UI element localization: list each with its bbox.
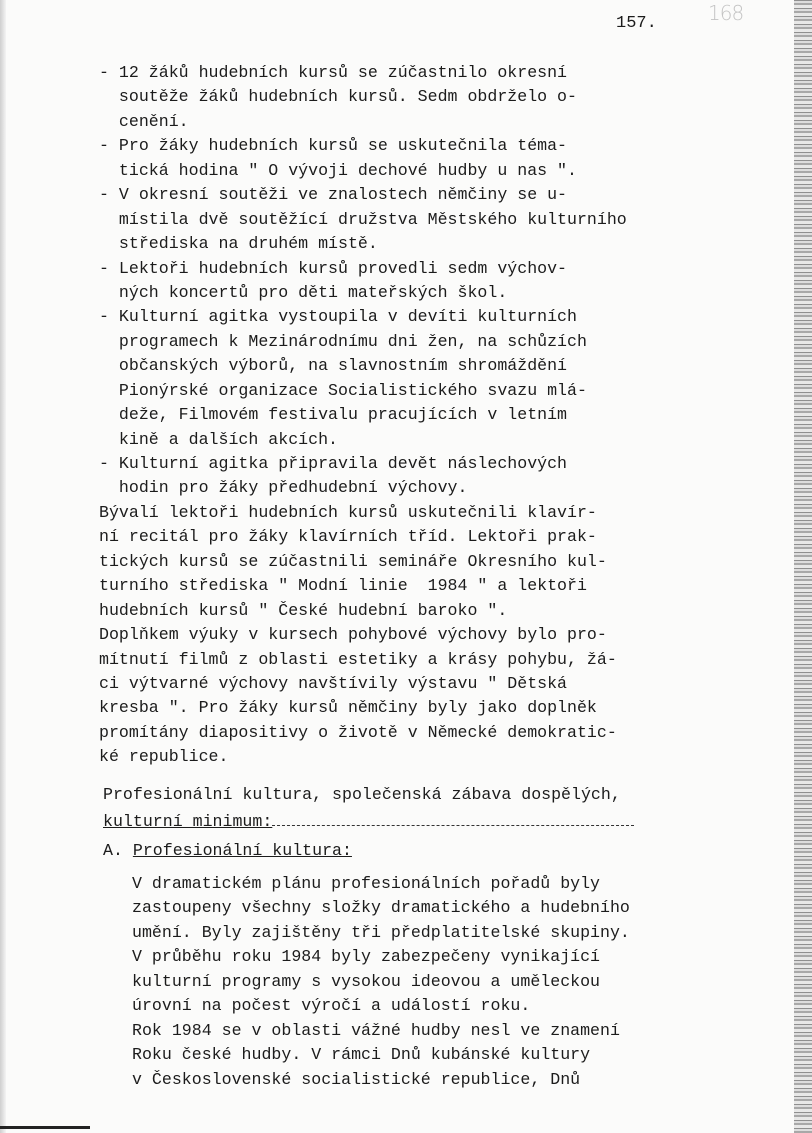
- text-line: - Lektoři hudebních kursů provedli sedm výchov-: [99, 258, 568, 278]
- text-line: - Kulturní agitka vystoupila v devíti kulturních: [99, 307, 577, 327]
- scan-edge-right: [794, 0, 812, 1133]
- text-line: v Československé socialistické republice, Dnů: [132, 1069, 581, 1089]
- text-line: Bývalí lektoři hudebních kursů uskutečnili klavír-: [99, 502, 597, 522]
- text-line: tických kursů se zúčastnili semináře Okresního kul-: [99, 551, 607, 571]
- text-line: cenění.: [99, 111, 189, 131]
- text-line: občanských výborů, na slavnostním shromáždění: [99, 356, 568, 376]
- text-line: - Kulturní agitka připravila devět náslechových: [99, 454, 568, 473]
- activity-list: [99, 61, 627, 770]
- text-line: místila dvě soutěžící družstva Městského kulturního: [99, 209, 627, 229]
- text-line: ci výtvarné výchovy navštívily výstavu " Dětská: [99, 673, 568, 693]
- text-line: V průběhu roku 1984 byly zabezpečeny vynikající: [132, 947, 601, 967]
- section-heading: [103, 783, 634, 832]
- text-line: úrovní na počest výročí a událostí roku.: [132, 996, 531, 1016]
- text-line: hodin pro žáky předhudební výchovy.: [99, 478, 468, 498]
- text-line: V dramatickém plánu profesionálních pořadů byly: [132, 874, 601, 893]
- underline-rule: [272, 807, 634, 826]
- text-line: umění. Byly zajištěny tři předplatitelské skupiny.: [132, 922, 630, 942]
- section-heading-underlined: kulturní minimum:: [103, 812, 273, 832]
- page-number: 157.: [616, 14, 657, 33]
- text-line: kulturní programy s vysokou ideovou a uměleckou: [132, 971, 601, 991]
- text-line: ní recitál pro žáky klavírních tříd. Lektoři prak-: [99, 527, 597, 547]
- scan-edge-left: [0, 0, 6, 1133]
- text-line: Doplňkem výuky v kursech pohybové výchovy bylo pro-: [99, 625, 607, 645]
- text-line: promítány diapositivy o životě v Německé demokratic-: [99, 722, 617, 742]
- subsection-body: [132, 872, 630, 1092]
- subsection-title: Profesionální kultura:: [132, 841, 352, 860]
- scan-artifact-line: [0, 1126, 90, 1129]
- text-line: Pionýrské organizace Socialistického svazu mlá-: [99, 380, 587, 400]
- text-line: turního střediska " Modní linie 1984 " a lektoři: [99, 576, 587, 596]
- text-line: kině a dalších akcích.: [99, 429, 338, 449]
- archive-number: 168: [708, 1, 744, 25]
- text-line: střediska na druhém místě.: [99, 234, 378, 254]
- text-line: zastoupeny všechny složky dramatického a hudebního: [132, 898, 630, 918]
- text-line: ných koncertů pro děti mateřských škol.: [99, 282, 508, 302]
- text-line: kresba ". Pro žáky kursů němčiny byly jako doplněk: [99, 698, 597, 718]
- text-line: soutěže žáků hudebních kursů. Sedm obdrželo o-: [99, 87, 577, 107]
- text-line: - V okresní soutěži ve znalostech němčiny se u-: [99, 185, 568, 205]
- text-line: hudebních kursů " České hudební baroko ".: [99, 600, 508, 620]
- text-line: Roku české hudby. V rámci Dnů kubánské kultury: [132, 1045, 591, 1065]
- text-line: ké republice.: [99, 747, 229, 767]
- subsection-marker: A.: [103, 841, 133, 860]
- text-line: deže, Filmovém festivalu pracujících v letním: [99, 405, 568, 425]
- section-heading-line: [103, 807, 634, 831]
- text-line: tická hodina " O vývoji dechové hudby u nas ".: [99, 160, 577, 180]
- text-line: - Pro žáky hudebních kursů se uskutečnila téma-: [99, 136, 568, 156]
- subsection-heading: [103, 839, 352, 863]
- text-line: - 12 žáků hudebních kursů se zúčastnilo okresní: [99, 63, 568, 82]
- text-line: mítnutí filmů z oblasti estetiky a krásy pohybu, žá-: [99, 649, 617, 669]
- section-heading-line: Profesionální kultura, společenská zábava dospělých,: [103, 785, 621, 804]
- text-line: programech k Mezinárodnímu dni žen, na schůzích: [99, 331, 587, 351]
- text-line: Rok 1984 se v oblasti vážné hudby nesl ve znamení: [132, 1020, 620, 1040]
